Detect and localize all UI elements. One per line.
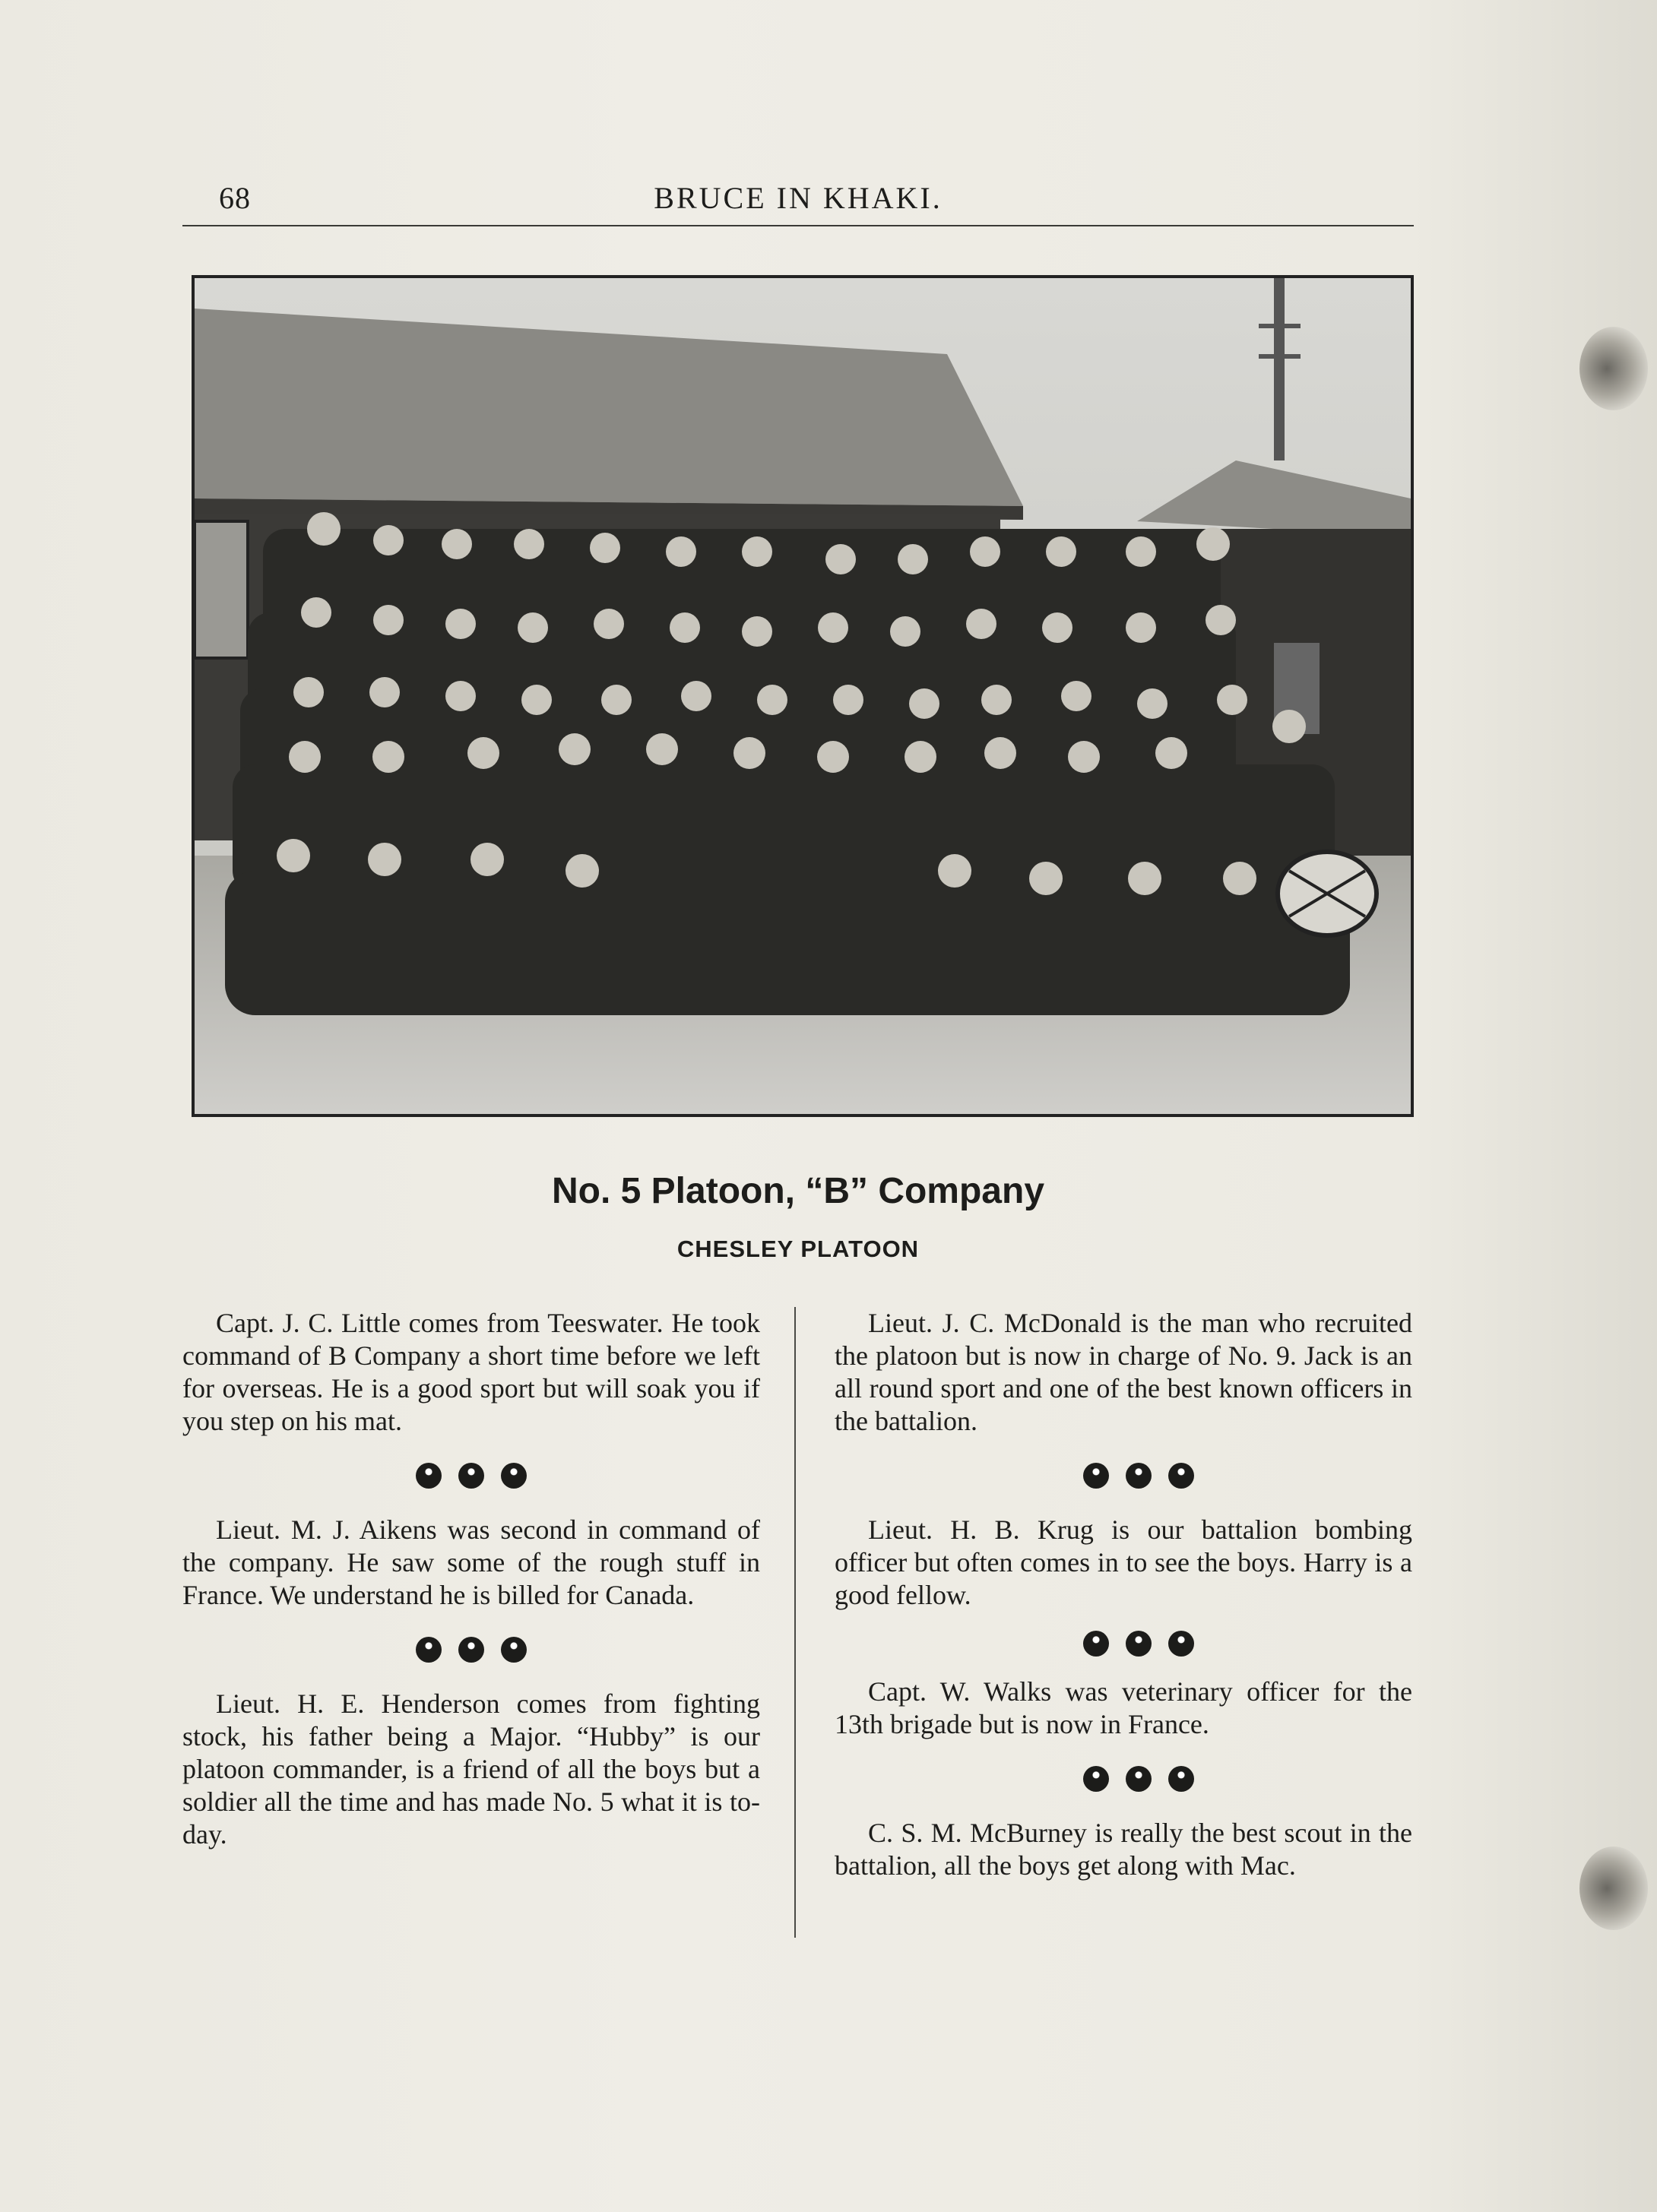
column-divider: [794, 1307, 796, 1938]
dot-ornament-icon: [1083, 1631, 1109, 1657]
dot-ornament-icon: [1168, 1463, 1194, 1489]
ornament-separator: [835, 1612, 1412, 1676]
dot-ornament-icon: [458, 1637, 484, 1663]
running-title: BRUCE IN KHAKI.: [654, 181, 943, 215]
entry-krug: Lieut. H. B. Krug is our battalion bombing officer but often comes in to see the boys. Harry is a good fellow.: [835, 1514, 1412, 1610]
dot-ornament-icon: [1168, 1766, 1194, 1792]
page-header: [182, 171, 1414, 224]
punch-hole-top: [1579, 327, 1648, 410]
ornament-separator: [182, 1612, 760, 1688]
dot-ornament-icon: [1126, 1766, 1152, 1792]
dot-ornament-icon: [501, 1463, 527, 1489]
dot-ornament-icon: [1083, 1766, 1109, 1792]
ornament-separator: [835, 1438, 1412, 1514]
ornament-separator: [182, 1438, 760, 1514]
page-number: 68: [219, 181, 251, 215]
group-photo-icon: [195, 278, 1411, 1114]
dot-ornament-icon: [416, 1637, 442, 1663]
dot-ornament-icon: [1126, 1463, 1152, 1489]
right-column: [835, 1307, 1412, 1882]
dot-ornament-icon: [501, 1637, 527, 1663]
entry-walks: Capt. W. Walks was veterinary officer for the 13th brigade but is now in France.: [835, 1676, 1412, 1739]
caption-title: No. 5 Platoon, “B” Company: [551, 1171, 1045, 1211]
entry-mcburney: C. S. M. McBurney is really the best scout in the battalion, all the boys get along with Mac.: [835, 1818, 1412, 1881]
entry-henderson: Lieut. H. E. Henderson comes from fighting stock, his father being a Major. “Hubby” is our platoon commander, is a friend of all the boys but a soldier all the time and has made No. 5 what it is to-day.: [182, 1688, 760, 1850]
dot-ornament-icon: [458, 1463, 484, 1489]
dot-ornament-icon: [416, 1463, 442, 1489]
entry-aikens: Lieut. M. J. Aikens was second in command of the company. He saw some of the rough stuff in France. We understand he is billed for Canada.: [182, 1514, 760, 1610]
left-column: [182, 1307, 760, 1851]
entry-mcdonald: Lieut. J. C. McDonald is the man who recruited the platoon but is now in charge of No. 9. Jack is an all round sport and one of the best known officers in the battalion.: [835, 1308, 1412, 1436]
punch-hole-bottom: [1579, 1846, 1648, 1930]
dot-ornament-icon: [1126, 1631, 1152, 1657]
group-photo: [192, 275, 1414, 1117]
caption-subtitle: CHESLEY PLATOON: [676, 1236, 920, 1262]
dot-ornament-icon: [1083, 1463, 1109, 1489]
ornament-separator: [835, 1741, 1412, 1817]
dot-ornament-icon: [1168, 1631, 1194, 1657]
entry-little: Capt. J. C. Little comes from Teeswater. He took command of B Company a short time before we left for overseas. He is a good sport but will soak you if you step on his mat.: [182, 1308, 760, 1436]
header-rule: [182, 225, 1414, 226]
